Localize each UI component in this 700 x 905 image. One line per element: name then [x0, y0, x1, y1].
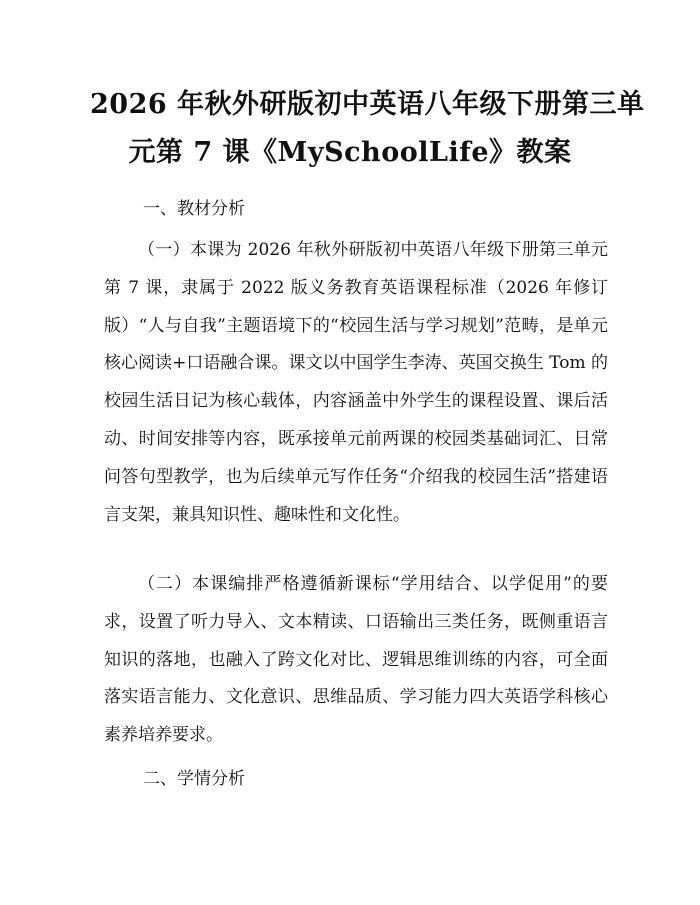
- document-title-line-1: 2026 年秋外研版初中英语八年级下册第三单: [90, 89, 645, 120]
- section-heading-textbook-analysis: 一、教材分析: [143, 199, 245, 219]
- document-title-line-2: 元第 7 课《MySchoolLife》教案: [128, 137, 572, 168]
- paragraph-textbook-analysis-2: （二）本课编排严格遵循新课标“学用结合、以学促用”的要求，设置了听力导入、文本精读、口语输出三类任务，既侧重语言知识的落地，也融入了跨文化对比、逻辑思维训练的内容，可全面落实语言能力、文化意识、思维品质、学习能力四大英语学科核心素养培养要求。: [104, 574, 608, 746]
- paragraph-textbook-analysis-1: （一）本课为 2026 年秋外研版初中英语八年级下册第三单元第 7 课，隶属于 2022 版义务教育英语课程标准（2026 年修订版）“人与自我”主题语境下的“校园生活与学习规划”范畴，是单元核心阅读+口语融合课。课文以中国学生李涛、英国交换生 Tom 的校园生活日记为核心载体，内容涵盖中外学生的课程设置、课后活动、时间安排等内容，既承接单元前两课的校园类基础词汇、日常问答句型教学，也为后续单元写作任务“介绍我的校园生活”搭建语言支架，兼具知识性、趣味性和文化性。: [104, 240, 608, 525]
- section-heading-learner-analysis: 二、学情分析: [143, 769, 245, 789]
